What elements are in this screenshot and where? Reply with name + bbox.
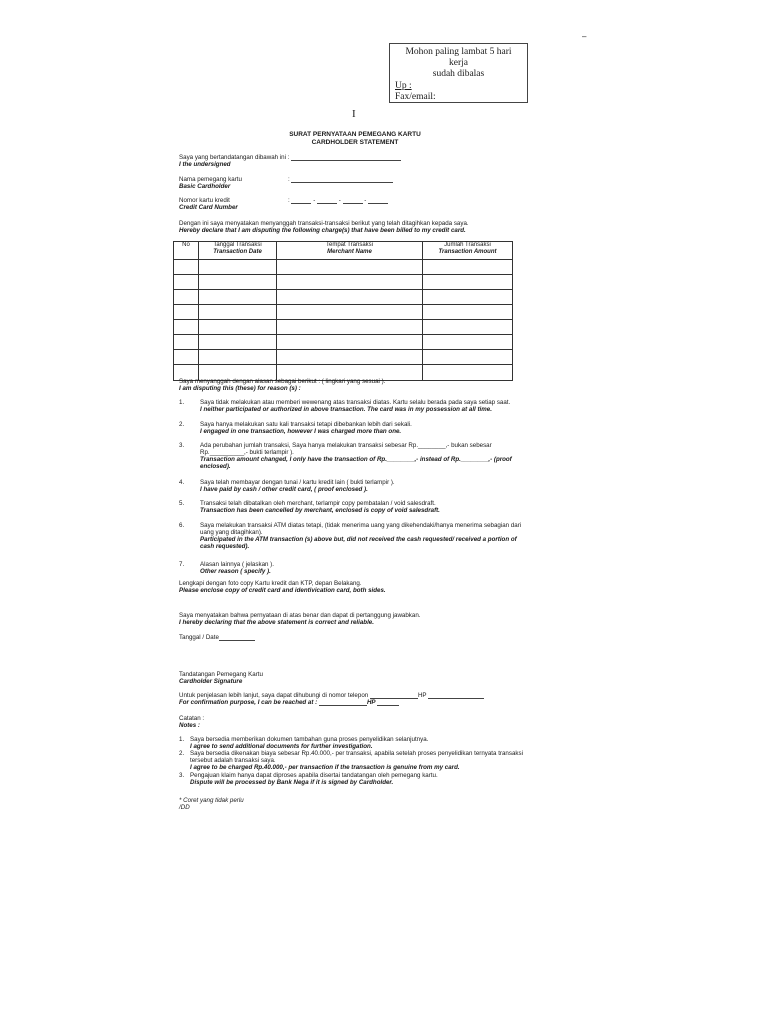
note-2-text: Saya bersedia dikenakan biaya sebesar Rp.40.000,- per transaksi, apabila setelah proses penyelidikan ternyata transaksi tersebut adalah transaksi saya. I agree to be charged Rp.40.000,- per transaction if the transaction is genuine from my card.	[190, 750, 523, 771]
cardholder-name-line[interactable]	[291, 176, 393, 183]
card-number-label-id: Nomor kartu kredit	[179, 197, 230, 204]
signature-label-en: Cardholder Signature	[179, 678, 243, 685]
card-number-part-3[interactable]	[343, 197, 363, 204]
dash: -	[338, 197, 341, 204]
note-line-fax: Fax/email:	[395, 92, 436, 102]
document-title	[240, 131, 470, 146]
table-header-row	[174, 242, 513, 260]
cursor-mark: I	[352, 108, 356, 120]
cardholder-name-label-id: Nama pemegang kartu	[179, 176, 242, 183]
reasons-intro-id: Saya menyanggah dengan alasan sebagai berikut : ( lingkari yang sesuai ).	[179, 378, 386, 385]
note-1-num: 1.	[179, 736, 185, 743]
table-cell[interactable]	[423, 320, 513, 335]
date-label: Tanggal / Date	[179, 634, 219, 641]
reason-1-text: Saya tidak melakukan atau memberi wewenang atas transaksi diatas. Kartu selalu berada pada saya setiap saat. I neither participated or authorized in above transaction. The card was in my possession at all time.	[200, 399, 511, 413]
reasons-intro-en: I am disputing this (these) for reason (s) :	[179, 385, 301, 392]
table-cell[interactable]	[199, 335, 277, 350]
table-cell[interactable]	[277, 305, 423, 320]
contact-en-text: For confirmation purpose, I can be reached at :	[179, 699, 318, 706]
notes-title-en: Notes :	[179, 722, 200, 729]
table-cell[interactable]	[199, 305, 277, 320]
reason-6-num[interactable]: 6.	[179, 522, 185, 529]
table-cell[interactable]	[277, 350, 423, 365]
header-date: Tanggal Transaksi Transaction Date	[199, 242, 277, 260]
note-line-2: sudah dibalas	[432, 69, 485, 79]
dash: -	[364, 197, 367, 204]
contact-id-text: Untuk penjelasan lebih lanjut, saya dapat dihubungi di nomor telepon	[179, 692, 369, 699]
colon: :	[288, 176, 290, 183]
date-field	[179, 634, 255, 641]
hp-label: HP	[417, 692, 427, 699]
table-row	[174, 290, 513, 305]
statement-id: Saya menyatakan bahwa pernyataan di atas benar dan dapat di pertanggung jawabkan.	[179, 612, 421, 619]
colon: :	[288, 197, 290, 204]
dash: -	[313, 197, 316, 204]
reason-5-num[interactable]: 5.	[179, 500, 185, 507]
reason-3-text: Ada perubahan jumlah transaksi, Saya hanya melakukan transaksi sebesar Rp.________,- bukan sebesar Rp.__________,- bukti terlampir ). Transaction amount changed, I only have the transaction of Rp.________,- instead of Rp.________,- (proof enclosed).	[200, 442, 512, 470]
table-row	[174, 335, 513, 350]
table-cell[interactable]	[174, 320, 199, 335]
card-number-part-1[interactable]	[291, 197, 311, 204]
reason-7-text: Alasan lainnya ( jelaskan ). Other reason ( specify ).	[200, 561, 274, 575]
card-number-part-4[interactable]	[368, 197, 388, 204]
contact-id	[179, 692, 484, 699]
reply-note-box	[389, 43, 528, 103]
card-number-part-2[interactable]	[317, 197, 337, 204]
note-1-text: Saya bersedia memberikan dokumen tambahan guna proses penyelidikan selanjutnya. I agree to send additional documents for further investigation.	[190, 736, 429, 750]
cardholder-name-field	[288, 176, 393, 183]
table-cell[interactable]	[423, 275, 513, 290]
date-line[interactable]	[219, 634, 255, 641]
note-3-text: Pengajuan klaim hanya dapat diproses apabila disertai tandatangan oleh pemegang kartu. Dispute will be processed by Bank Nega if it is signed by Cardholder.	[190, 772, 438, 786]
header-merchant: Tempat Transaksi Merchant Name	[277, 242, 423, 260]
table-cell[interactable]	[277, 260, 423, 275]
table-cell[interactable]	[277, 335, 423, 350]
table-cell[interactable]	[174, 290, 199, 305]
table-cell[interactable]	[174, 275, 199, 290]
reason-2-text: Saya hanya melakukan satu kali transaksi tetapi dibebankan lebih dari sekali. I engaged in one transaction, however I was charged more than one.	[200, 421, 412, 435]
header-amount: Jumlah Transaksi Transaction Amount	[423, 242, 513, 260]
table-cell[interactable]	[174, 335, 199, 350]
enclose-id: Lengkapi dengan foto copy Kartu kredit dan KTP, depan Belakang.	[179, 580, 362, 587]
table-cell[interactable]	[199, 275, 277, 290]
confirm-phone-line[interactable]	[319, 699, 367, 706]
footer-code: /DD	[179, 804, 190, 811]
notes-title-id: Catatan :	[179, 715, 205, 722]
table-cell[interactable]	[199, 260, 277, 275]
table-cell[interactable]	[423, 365, 513, 381]
transaction-table	[173, 241, 513, 381]
top-dash-mark: –	[582, 32, 587, 41]
reason-2-num[interactable]: 2.	[179, 421, 185, 428]
table-cell[interactable]	[423, 305, 513, 320]
note-2-num: 2.	[179, 750, 185, 757]
table-row	[174, 305, 513, 320]
undersigned-label-en: I the undersigned	[179, 161, 231, 168]
footer-coret: * Coret yang tidak perlu	[179, 797, 244, 804]
note-3-num: 3.	[179, 772, 185, 779]
table-cell[interactable]	[423, 290, 513, 305]
declare-id: Dengan ini saya menyatakan menyanggah transaksi-transaksi berikut yang telah ditagihkan kepada saya.	[179, 220, 469, 227]
phone-line[interactable]	[370, 692, 418, 699]
signature-label-id: Tandatangan Pemegang Kartu	[179, 671, 263, 678]
hp-label-en: HP	[366, 699, 376, 706]
table-cell[interactable]	[174, 305, 199, 320]
table-cell[interactable]	[423, 350, 513, 365]
table-cell[interactable]	[277, 290, 423, 305]
reason-4-num[interactable]: 4.	[179, 479, 185, 486]
header-no: No	[174, 242, 199, 260]
reason-1-num[interactable]: 1.	[179, 399, 185, 406]
reason-3-num[interactable]: 3.	[179, 442, 185, 449]
table-cell[interactable]	[423, 335, 513, 350]
card-number-field	[288, 197, 388, 204]
table-cell[interactable]	[174, 350, 199, 365]
reason-4-text: Saya telah membayar dengan tunai / kartu kredit lain ( bukti terlampir ). I have paid by cash / other credit card, ( proof enclosed ).	[200, 479, 395, 493]
reason-5-text: Transaksi telah dibatalkan oleh merchant, terlampir copy pembatalan / void salesdraft. Transaction has been cancelled by merchant, enclosed is copy of void salesdraft.	[200, 500, 440, 514]
undersigned-line[interactable]	[291, 154, 401, 161]
table-cell[interactable]	[199, 350, 277, 365]
title-main: SURAT PERNYATAAN PEMEGANG KARTU	[289, 131, 421, 138]
hp-line[interactable]	[428, 692, 484, 699]
declare-en: Hereby declare that I am disputing the following charge(s) that have been billed to my credit card.	[179, 227, 466, 234]
table-row	[174, 350, 513, 365]
statement-en: I hereby declaring that the above statement is correct and reliable.	[179, 619, 374, 626]
table-cell[interactable]	[174, 260, 199, 275]
contact-en	[179, 699, 399, 706]
table-row	[174, 275, 513, 290]
table-cell[interactable]	[199, 290, 277, 305]
table-row	[174, 260, 513, 275]
enclose-en: Please enclose copy of credit card and identivication card, both sides.	[179, 587, 386, 594]
note-line-up: Up :	[395, 81, 412, 91]
table-cell[interactable]	[423, 260, 513, 275]
note-line-1: Mohon paling lambat 5 hari kerja	[405, 47, 512, 68]
confirm-hp-line[interactable]	[377, 699, 399, 706]
card-number-label-en: Credit Card Number	[179, 204, 238, 211]
table-cell[interactable]	[277, 275, 423, 290]
table-cell[interactable]	[277, 320, 423, 335]
cardholder-name-label-en: Basic Cardholder	[179, 183, 231, 190]
reason-6-text: Saya melakukan transaksi ATM diatas tetapi, (tidak menerima uang yang dikehendaki/hanya menerima sebagian dari uang yang ditagihkan). Participated in the ATM transaction (s) above but, did not received the cash requested/ received a portion of cash requested).	[200, 522, 522, 550]
reason-7-num[interactable]: 7.	[179, 561, 185, 568]
table-row	[174, 320, 513, 335]
table-cell[interactable]	[199, 320, 277, 335]
title-sub: CARDHOLDER STATEMENT	[311, 139, 399, 146]
undersigned-label	[179, 154, 401, 161]
undersigned-label-id: Saya yang bertandatangan dibawah ini :	[179, 154, 290, 161]
